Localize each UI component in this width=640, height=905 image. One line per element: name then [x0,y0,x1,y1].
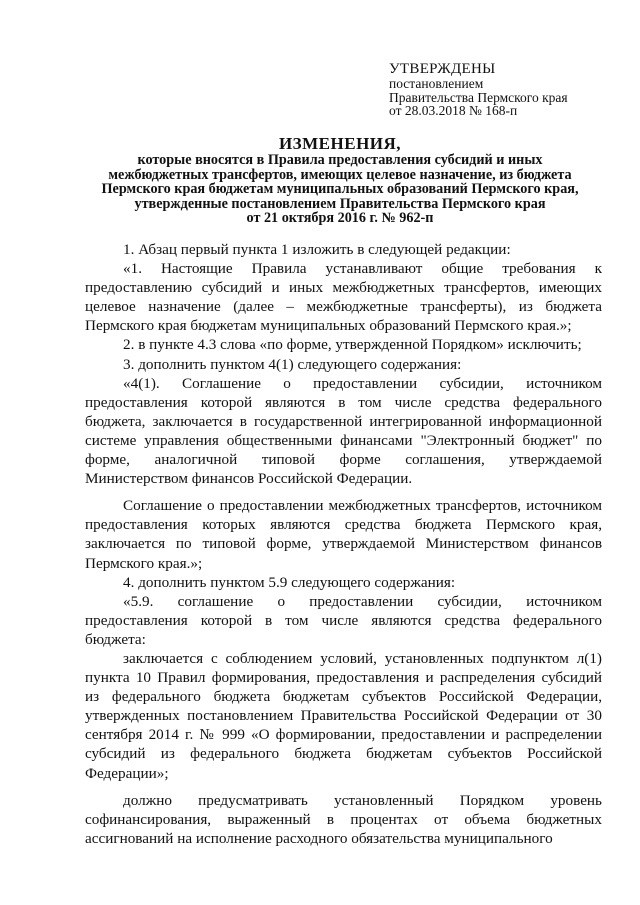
paragraph-2: «1. Настоящие Правила устанавливают общие требования к предоставлению субсидий и иных межбюджетных трансфертов, имеющих целевое назначение (далее – межбюджетные трансферты), из бюджета Пермского края бюджетам муниципальных образований Пермского края.»; [85,260,602,335]
subtitle-line: которые вносятся в Правила предоставления субсидий и иных [137,152,543,168]
approval-line-3: от 28.03.2018 № 168-п [389,103,518,118]
document-body [85,240,602,848]
paragraph-3: 2. в пункте 4.3 слова «по форме, утвержденной Порядком» исключить; [123,336,582,354]
subtitle-line: утвержденные постановлением Правительства Пермского края [134,195,546,212]
paragraph-8: «5.9. соглашение о предоставлении субсидии, источником предоставления которой в том числе являются средства федерального бюджета: [85,592,602,648]
paragraph-9: заключается с соблюдением условий, установленных подпунктом л(1) пункта 10 Правил формирования, предоставления и распределения субсидий из федерального бюджета бюджетам субъектов Российской Федерации, утвержденных постановлением Правительства Российской Федерации от 30 сентября 2014 г. № 999 «О формировании, предоставлении и распределении субсидий из федерального бюджета бюджетам субъектов Российской Федерации»; [85,649,602,782]
approval-heading: УТВЕРЖДЕНЫ [389,61,496,77]
paragraph-6: Соглашение о предоставлении межбюджетных трансфертов, источником предоставления которых являются средства бюджета Пермского края, заключается по типовой форме, утверждаемой Министерством финансов Пермского края.»; [85,497,602,572]
approval-line-2: Правительства Пермского края [389,89,568,105]
paragraph-5: «4(1). Соглашение о предоставлении субсидии, источником предоставления которой являются в том числе средства федерального бюджета, заключается в государственной интегрированной информационной системе управления общественными финансами "Электронный бюджет" по форме, аналогичной типовой форме соглашения, утверждаемой Министерством финансов Российской Федерации. [85,374,602,488]
document-title: ИЗМЕНЕНИЯ, [278,134,402,153]
approval-line-1: постановлением [389,76,484,91]
paragraph-1: 1. Абзац первый пункта 1 изложить в следующей редакции: [123,241,511,258]
paragraph-4: 3. дополнить пунктом 4(1) следующего содержания: [123,355,462,373]
subtitle-line: от 21 октября 2016 г. № 962-п [246,210,434,226]
approval-stamp [389,62,568,118]
subtitle-line: Пермского края бюджетам муниципальных образований Пермского края, [101,181,579,197]
paragraph-10: должно предусматривать установленный Порядком уровень софинансирования, выраженный в процентах от объема бюджетных ассигнований на исполнение расходного обязательства муниципального [85,791,602,847]
document-subtitle [60,153,620,226]
subtitle-line: межбюджетных трансфертов, имеющих целевое назначение, из бюджета [108,166,572,183]
paragraph-7: 4. дополнить пунктом 5.9 следующего содержания: [123,573,456,591]
